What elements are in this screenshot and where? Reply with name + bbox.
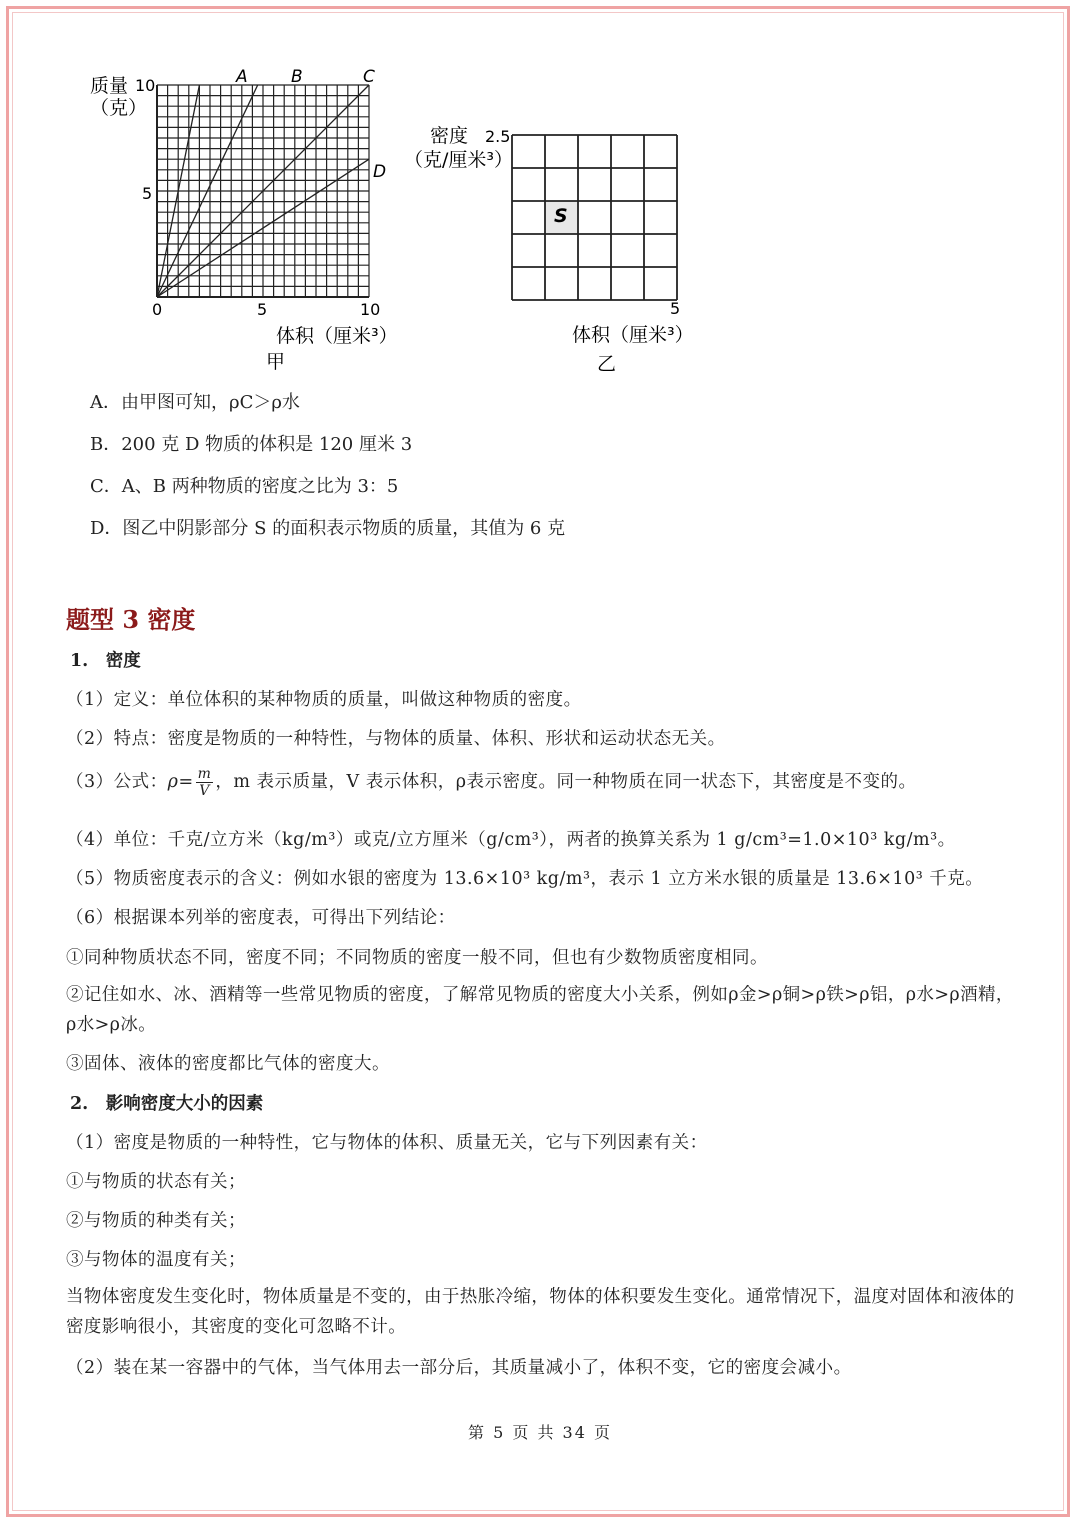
para-unit: （4）单位：千克/立方米（kg/m³）或克/立方厘米（g/cm³），两者的换算关系为 1 g/cm³=1.0×10³ kg/m³。 (66, 830, 956, 850)
para-definition: （1）定义：单位体积的某种物质的质量，叫做这种物质的密度。 (66, 690, 582, 710)
conclusion-1: ①同种物质状态不同，密度不同；不同物质的密度一般不同，但也有少数物质密度相同。 (66, 948, 768, 968)
formula-prefix: （3）公式： (66, 772, 168, 792)
conclusion-3: ③固体、液体的密度都比气体的密度大。 (66, 1054, 390, 1074)
line-label-a: A (236, 67, 248, 87)
option-a: A．由甲图可知，ρC＞ρ水 (90, 392, 300, 413)
factor-temperature: ③与物体的温度有关； (66, 1250, 246, 1270)
factor-kind: ②与物质的种类有关； (66, 1211, 246, 1231)
yi-caption: 乙 (597, 353, 617, 375)
page-footer: 第 5 页 共 34 页 (468, 1423, 612, 1442)
jia-caption: 甲 (266, 351, 286, 373)
yi-shaded-label: S (554, 205, 568, 227)
figure-yi-grid (512, 135, 677, 300)
line-label-b: B (291, 67, 303, 87)
yi-y-tick-top: 2.5 (485, 127, 511, 146)
jia-x-tick-0: 0 (152, 300, 163, 319)
option-c: C．A、B 两种物质的密度之比为 3：5 (90, 476, 399, 497)
option-d: D．图乙中阴影部分 S 的面积表示物质的质量，其值为 6 克 (90, 518, 566, 539)
jia-x-tick-5: 5 (257, 300, 268, 319)
factor-explanation: 当物体密度发生变化时，物体质量是不变的，由于热胀冷缩，物体的体积要发生变化。通常情况下，温度对固体和液体的密度影响很小，其密度的变化可忽略不计。 (66, 1287, 1015, 1337)
section-title: 题型 3 密度 (66, 605, 196, 634)
yi-x-label: 体积（厘米³） (572, 324, 694, 346)
jia-y-tick-10: 10 (135, 76, 156, 95)
jia-y-label-2: （克） (90, 97, 148, 119)
figure-jia-svg (60, 60, 780, 380)
option-b: B．200 克 D 物质的体积是 120 厘米 3 (90, 434, 413, 455)
yi-y-label-2: （克/厘米³） (404, 149, 514, 171)
yi-x-tick-5: 5 (670, 299, 681, 318)
heading-factors: 2. 影响密度大小的因素 (70, 1094, 264, 1114)
line-label-c: C (363, 67, 375, 87)
para-conclusion-intro: （6）根据课本列举的密度表，可得出下列结论： (66, 908, 456, 928)
yi-y-label-1: 密度 (430, 125, 469, 147)
jia-y-tick-5: 5 (142, 184, 153, 203)
jia-y-label-1: 质量 (90, 75, 129, 97)
conclusion-2: ②记住如水、冰、酒精等一些常见物质的密度，了解常见物质的密度大小关系，例如ρ金>ρ铜>ρ铁>ρ铝，ρ水>ρ酒精，ρ水>ρ冰。 (66, 985, 1014, 1035)
factor-state: ①与物质的状态有关； (66, 1172, 246, 1192)
line-label-d: D (373, 162, 387, 182)
factors-intro: （1）密度是物质的一种特性，它与物体的体积、质量无关，它与下列因素有关： (66, 1133, 708, 1153)
para-feature: （2）特点：密度是物质的一种特性，与物体的质量、体积、形状和运动状态无关。 (66, 729, 726, 749)
heading-density: 1. 密度 (70, 651, 141, 671)
formula-fraction: $\frac{m}{V}$ (197, 766, 212, 799)
para-formula: （3）公式：ρ= $\frac{m}{V}$ ，m 表示质量，V 表示体积，ρ表示密度。同一种物质在同一状态下，其密度是不变的。 (66, 766, 917, 799)
jia-x-tick-10: 10 (360, 300, 381, 319)
formula-suffix: ，m 表示质量，V 表示体积，ρ表示密度。同一种物质在同一状态下，其密度是不变的。 (215, 772, 917, 792)
para-meaning: （5）物质密度表示的含义：例如水银的密度为 13.6×10³ kg/m³，表示 1 立方米水银的质量是 13.6×10³ 千克。 (66, 869, 984, 889)
para-gas: （2）装在某一容器中的气体，当气体用去一部分后，其质量减小了，体积不变，它的密度会减小。 (66, 1358, 852, 1378)
jia-x-label: 体积（厘米³） (276, 325, 398, 347)
